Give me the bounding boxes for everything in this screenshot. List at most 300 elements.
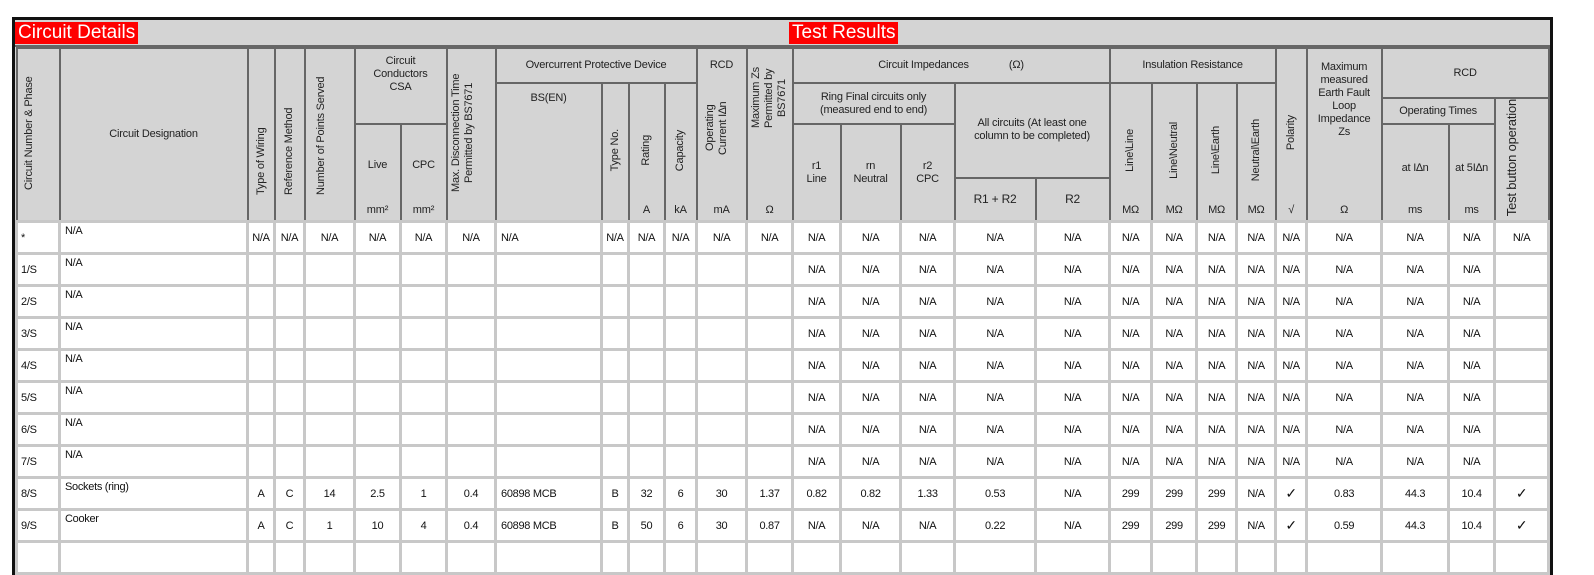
- table-cell[interactable]: N/A: [901, 254, 955, 286]
- table-cell[interactable]: N/A: [901, 286, 955, 318]
- designation-cell[interactable]: [60, 542, 248, 574]
- designation-cell[interactable]: N/A: [60, 318, 248, 350]
- table-cell[interactable]: [305, 350, 355, 382]
- table-cell[interactable]: [955, 542, 1036, 574]
- table-cell[interactable]: [747, 542, 793, 574]
- table-cell[interactable]: N/A: [955, 382, 1036, 414]
- table-cell[interactable]: N/A: [1382, 350, 1449, 382]
- table-cell[interactable]: 299: [1197, 478, 1237, 510]
- table-cell[interactable]: N/A: [1036, 222, 1110, 254]
- table-cell[interactable]: N/A: [1382, 382, 1449, 414]
- table-cell[interactable]: [248, 382, 275, 414]
- table-cell[interactable]: [602, 446, 629, 478]
- table-cell[interactable]: N/A: [447, 222, 496, 254]
- designation-cell[interactable]: Sockets (ring): [60, 478, 248, 510]
- table-cell[interactable]: 2.5: [355, 478, 401, 510]
- table-cell[interactable]: [1495, 318, 1549, 350]
- table-cell[interactable]: N/A: [1307, 286, 1382, 318]
- table-cell[interactable]: N/A: [841, 318, 901, 350]
- table-cell[interactable]: N/A: [1276, 414, 1307, 446]
- table-cell[interactable]: [629, 318, 665, 350]
- table-cell[interactable]: N/A: [1110, 254, 1152, 286]
- table-cell[interactable]: N/A: [955, 414, 1036, 446]
- table-cell[interactable]: [401, 254, 447, 286]
- table-cell[interactable]: [305, 382, 355, 414]
- table-cell[interactable]: ✓: [1276, 478, 1307, 510]
- table-cell[interactable]: N/A: [1449, 286, 1495, 318]
- table-cell[interactable]: [697, 254, 747, 286]
- table-cell[interactable]: [496, 318, 602, 350]
- table-cell[interactable]: [355, 254, 401, 286]
- table-cell[interactable]: [697, 318, 747, 350]
- table-cell[interactable]: N/A: [275, 222, 305, 254]
- table-cell[interactable]: [275, 286, 305, 318]
- table-cell[interactable]: N/A: [1036, 382, 1110, 414]
- table-cell[interactable]: [747, 382, 793, 414]
- table-cell[interactable]: N/A: [1197, 382, 1237, 414]
- table-cell[interactable]: N/A: [793, 350, 841, 382]
- table-cell[interactable]: [401, 350, 447, 382]
- table-cell[interactable]: [447, 446, 496, 478]
- table-cell[interactable]: N/A: [1237, 382, 1276, 414]
- table-cell[interactable]: [355, 542, 401, 574]
- table-cell[interactable]: N/A: [1276, 286, 1307, 318]
- table-cell[interactable]: N/A: [1307, 318, 1382, 350]
- table-cell[interactable]: [275, 350, 305, 382]
- circuit-number-cell[interactable]: 2/S: [17, 286, 60, 318]
- table-cell[interactable]: [401, 318, 447, 350]
- table-cell[interactable]: [665, 318, 697, 350]
- table-cell[interactable]: N/A: [1110, 446, 1152, 478]
- table-cell[interactable]: N/A: [1276, 446, 1307, 478]
- table-cell[interactable]: [1449, 542, 1495, 574]
- table-cell[interactable]: [248, 318, 275, 350]
- table-cell[interactable]: [1307, 542, 1382, 574]
- table-cell[interactable]: 30: [697, 478, 747, 510]
- table-cell[interactable]: 60898 MCB: [496, 478, 602, 510]
- table-cell[interactable]: [401, 414, 447, 446]
- table-cell[interactable]: [602, 382, 629, 414]
- circuit-number-cell[interactable]: 3/S: [17, 318, 60, 350]
- table-cell[interactable]: C: [275, 478, 305, 510]
- table-cell[interactable]: [305, 446, 355, 478]
- table-cell[interactable]: C: [275, 510, 305, 542]
- table-cell[interactable]: N/A: [1276, 350, 1307, 382]
- table-cell[interactable]: N/A: [901, 510, 955, 542]
- table-cell[interactable]: N/A: [401, 222, 447, 254]
- table-cell[interactable]: [747, 318, 793, 350]
- table-cell[interactable]: [401, 286, 447, 318]
- table-cell[interactable]: 299: [1152, 478, 1197, 510]
- table-cell[interactable]: N/A: [1307, 254, 1382, 286]
- table-cell[interactable]: N/A: [1307, 382, 1382, 414]
- table-cell[interactable]: N/A: [1197, 222, 1237, 254]
- table-cell[interactable]: [275, 254, 305, 286]
- table-cell[interactable]: N/A: [1036, 286, 1110, 318]
- table-cell[interactable]: N/A: [955, 222, 1036, 254]
- table-cell[interactable]: [355, 382, 401, 414]
- table-cell[interactable]: N/A: [1237, 446, 1276, 478]
- table-cell[interactable]: 6: [665, 478, 697, 510]
- table-cell[interactable]: [447, 254, 496, 286]
- table-cell[interactable]: N/A: [1449, 254, 1495, 286]
- table-cell[interactable]: [447, 414, 496, 446]
- table-cell[interactable]: N/A: [793, 510, 841, 542]
- table-cell[interactable]: N/A: [1036, 350, 1110, 382]
- table-cell[interactable]: [629, 286, 665, 318]
- table-cell[interactable]: [602, 254, 629, 286]
- table-cell[interactable]: [665, 446, 697, 478]
- table-cell[interactable]: 299: [1110, 510, 1152, 542]
- table-cell[interactable]: N/A: [1449, 222, 1495, 254]
- table-cell[interactable]: [697, 286, 747, 318]
- table-cell[interactable]: [248, 542, 275, 574]
- table-cell[interactable]: N/A: [841, 254, 901, 286]
- table-cell[interactable]: [901, 542, 955, 574]
- table-cell[interactable]: [629, 350, 665, 382]
- table-cell[interactable]: [1495, 542, 1549, 574]
- table-cell[interactable]: N/A: [1382, 414, 1449, 446]
- table-cell[interactable]: 0.87: [747, 510, 793, 542]
- table-cell[interactable]: N/A: [901, 318, 955, 350]
- table-cell[interactable]: 0.82: [793, 478, 841, 510]
- table-cell[interactable]: 1.37: [747, 478, 793, 510]
- circuit-number-cell[interactable]: 7/S: [17, 446, 60, 478]
- table-cell[interactable]: [496, 414, 602, 446]
- table-cell[interactable]: [275, 318, 305, 350]
- table-cell[interactable]: [793, 542, 841, 574]
- table-cell[interactable]: N/A: [841, 286, 901, 318]
- table-cell[interactable]: 10.4: [1449, 478, 1495, 510]
- designation-cell[interactable]: N/A: [60, 446, 248, 478]
- table-cell[interactable]: N/A: [1237, 510, 1276, 542]
- circuit-number-cell[interactable]: *: [17, 222, 60, 254]
- table-cell[interactable]: [747, 350, 793, 382]
- table-cell[interactable]: N/A: [1152, 254, 1197, 286]
- table-cell[interactable]: N/A: [1382, 446, 1449, 478]
- table-cell[interactable]: N/A: [1152, 286, 1197, 318]
- table-cell[interactable]: [401, 542, 447, 574]
- table-cell[interactable]: N/A: [1449, 414, 1495, 446]
- table-cell[interactable]: [1495, 286, 1549, 318]
- table-cell[interactable]: N/A: [355, 222, 401, 254]
- table-cell[interactable]: [1036, 542, 1110, 574]
- table-cell[interactable]: N/A: [793, 382, 841, 414]
- table-cell[interactable]: N/A: [1152, 350, 1197, 382]
- table-cell[interactable]: [275, 542, 305, 574]
- table-cell[interactable]: [248, 414, 275, 446]
- table-cell[interactable]: [275, 414, 305, 446]
- table-cell[interactable]: [248, 350, 275, 382]
- table-cell[interactable]: N/A: [1237, 254, 1276, 286]
- designation-cell[interactable]: N/A: [60, 222, 248, 254]
- table-cell[interactable]: N/A: [1110, 382, 1152, 414]
- table-cell[interactable]: N/A: [665, 222, 697, 254]
- table-cell[interactable]: [496, 446, 602, 478]
- table-cell[interactable]: [747, 286, 793, 318]
- table-cell[interactable]: N/A: [1382, 222, 1449, 254]
- table-cell[interactable]: N/A: [629, 222, 665, 254]
- table-cell[interactable]: [1495, 350, 1549, 382]
- table-cell[interactable]: [629, 254, 665, 286]
- table-cell[interactable]: N/A: [1152, 318, 1197, 350]
- table-cell[interactable]: N/A: [1110, 350, 1152, 382]
- designation-cell[interactable]: N/A: [60, 382, 248, 414]
- table-cell[interactable]: B: [602, 510, 629, 542]
- table-cell[interactable]: 10: [355, 510, 401, 542]
- table-cell[interactable]: A: [248, 510, 275, 542]
- table-cell[interactable]: [697, 446, 747, 478]
- table-cell[interactable]: N/A: [1449, 318, 1495, 350]
- table-cell[interactable]: N/A: [1036, 446, 1110, 478]
- table-cell[interactable]: [1495, 414, 1549, 446]
- table-cell[interactable]: [496, 254, 602, 286]
- table-cell[interactable]: N/A: [1197, 446, 1237, 478]
- table-cell[interactable]: 4: [401, 510, 447, 542]
- table-cell[interactable]: N/A: [1036, 478, 1110, 510]
- table-cell[interactable]: [355, 318, 401, 350]
- table-cell[interactable]: N/A: [1237, 222, 1276, 254]
- table-cell[interactable]: N/A: [1237, 350, 1276, 382]
- table-cell[interactable]: N/A: [841, 446, 901, 478]
- designation-cell[interactable]: Cooker: [60, 510, 248, 542]
- circuit-number-cell[interactable]: 6/S: [17, 414, 60, 446]
- table-cell[interactable]: N/A: [1197, 318, 1237, 350]
- table-cell[interactable]: N/A: [955, 254, 1036, 286]
- table-cell[interactable]: N/A: [1307, 446, 1382, 478]
- table-cell[interactable]: [665, 350, 697, 382]
- table-cell[interactable]: [401, 382, 447, 414]
- table-cell[interactable]: N/A: [901, 382, 955, 414]
- table-cell[interactable]: [1152, 542, 1197, 574]
- table-cell[interactable]: [697, 542, 747, 574]
- table-cell[interactable]: [629, 382, 665, 414]
- table-cell[interactable]: 299: [1152, 510, 1197, 542]
- table-cell[interactable]: 299: [1110, 478, 1152, 510]
- table-cell[interactable]: [496, 286, 602, 318]
- table-cell[interactable]: N/A: [1382, 286, 1449, 318]
- table-cell[interactable]: [355, 446, 401, 478]
- table-cell[interactable]: N/A: [901, 222, 955, 254]
- table-cell[interactable]: [275, 382, 305, 414]
- table-cell[interactable]: [602, 350, 629, 382]
- table-cell[interactable]: [1495, 446, 1549, 478]
- circuit-number-cell[interactable]: 9/S: [17, 510, 60, 542]
- table-cell[interactable]: N/A: [1110, 222, 1152, 254]
- table-cell[interactable]: N/A: [901, 350, 955, 382]
- table-cell[interactable]: [602, 542, 629, 574]
- table-cell[interactable]: N/A: [1237, 414, 1276, 446]
- table-cell[interactable]: N/A: [1495, 222, 1549, 254]
- table-cell[interactable]: N/A: [793, 414, 841, 446]
- table-cell[interactable]: [697, 414, 747, 446]
- table-cell[interactable]: 0.83: [1307, 478, 1382, 510]
- table-cell[interactable]: N/A: [1152, 222, 1197, 254]
- designation-cell[interactable]: N/A: [60, 414, 248, 446]
- table-cell[interactable]: [248, 286, 275, 318]
- table-cell[interactable]: 1: [401, 478, 447, 510]
- table-cell[interactable]: [665, 382, 697, 414]
- table-cell[interactable]: [1237, 542, 1276, 574]
- circuit-number-cell[interactable]: 1/S: [17, 254, 60, 286]
- table-cell[interactable]: N/A: [793, 446, 841, 478]
- table-cell[interactable]: [1276, 542, 1307, 574]
- table-cell[interactable]: N/A: [1197, 286, 1237, 318]
- table-cell[interactable]: N/A: [1237, 478, 1276, 510]
- circuit-number-cell[interactable]: 5/S: [17, 382, 60, 414]
- table-cell[interactable]: [275, 446, 305, 478]
- table-cell[interactable]: [665, 254, 697, 286]
- table-cell[interactable]: 44.3: [1382, 478, 1449, 510]
- table-cell[interactable]: 0.82: [841, 478, 901, 510]
- table-cell[interactable]: [496, 542, 602, 574]
- table-cell[interactable]: 0.4: [447, 510, 496, 542]
- table-cell[interactable]: N/A: [496, 222, 602, 254]
- table-cell[interactable]: [447, 350, 496, 382]
- table-cell[interactable]: N/A: [1307, 222, 1382, 254]
- table-cell[interactable]: N/A: [248, 222, 275, 254]
- table-cell[interactable]: 10.4: [1449, 510, 1495, 542]
- table-cell[interactable]: N/A: [955, 446, 1036, 478]
- table-cell[interactable]: N/A: [793, 254, 841, 286]
- table-cell[interactable]: 50: [629, 510, 665, 542]
- table-cell[interactable]: N/A: [1152, 382, 1197, 414]
- table-cell[interactable]: N/A: [1110, 414, 1152, 446]
- table-cell[interactable]: [355, 286, 401, 318]
- table-cell[interactable]: N/A: [1110, 318, 1152, 350]
- table-cell[interactable]: N/A: [955, 286, 1036, 318]
- table-cell[interactable]: [629, 446, 665, 478]
- table-cell[interactable]: N/A: [1152, 446, 1197, 478]
- table-cell[interactable]: N/A: [1036, 318, 1110, 350]
- table-cell[interactable]: [305, 414, 355, 446]
- table-cell[interactable]: ✓: [1276, 510, 1307, 542]
- table-cell[interactable]: N/A: [901, 414, 955, 446]
- table-cell[interactable]: N/A: [1276, 318, 1307, 350]
- table-cell[interactable]: [305, 542, 355, 574]
- table-cell[interactable]: N/A: [1307, 414, 1382, 446]
- table-cell[interactable]: [355, 414, 401, 446]
- table-cell[interactable]: [602, 318, 629, 350]
- table-cell[interactable]: N/A: [1197, 254, 1237, 286]
- table-cell[interactable]: N/A: [1237, 318, 1276, 350]
- table-cell[interactable]: [1110, 542, 1152, 574]
- table-cell[interactable]: N/A: [841, 414, 901, 446]
- table-cell[interactable]: [447, 286, 496, 318]
- circuit-number-cell[interactable]: 8/S: [17, 478, 60, 510]
- table-cell[interactable]: 60898 MCB: [496, 510, 602, 542]
- table-cell[interactable]: 0.53: [955, 478, 1036, 510]
- designation-cell[interactable]: N/A: [60, 254, 248, 286]
- table-cell[interactable]: N/A: [793, 318, 841, 350]
- table-cell[interactable]: N/A: [1152, 414, 1197, 446]
- table-cell[interactable]: N/A: [1110, 286, 1152, 318]
- table-cell[interactable]: N/A: [747, 222, 793, 254]
- table-cell[interactable]: N/A: [1036, 254, 1110, 286]
- table-cell[interactable]: [629, 542, 665, 574]
- table-cell[interactable]: 299: [1197, 510, 1237, 542]
- table-cell[interactable]: [447, 542, 496, 574]
- table-cell[interactable]: [1495, 382, 1549, 414]
- table-cell[interactable]: [1495, 254, 1549, 286]
- table-cell[interactable]: [747, 446, 793, 478]
- table-cell[interactable]: N/A: [955, 350, 1036, 382]
- table-cell[interactable]: [629, 414, 665, 446]
- table-cell[interactable]: N/A: [1382, 254, 1449, 286]
- table-cell[interactable]: N/A: [1449, 350, 1495, 382]
- table-cell[interactable]: [665, 414, 697, 446]
- table-cell[interactable]: 0.59: [1307, 510, 1382, 542]
- table-cell[interactable]: N/A: [1237, 286, 1276, 318]
- table-cell[interactable]: [665, 542, 697, 574]
- table-cell[interactable]: 0.22: [955, 510, 1036, 542]
- table-cell[interactable]: 44.3: [1382, 510, 1449, 542]
- table-cell[interactable]: [305, 254, 355, 286]
- table-cell[interactable]: [697, 350, 747, 382]
- table-cell[interactable]: [248, 254, 275, 286]
- table-cell[interactable]: N/A: [793, 222, 841, 254]
- table-cell[interactable]: [355, 350, 401, 382]
- table-cell[interactable]: [665, 286, 697, 318]
- table-cell[interactable]: N/A: [305, 222, 355, 254]
- circuit-number-cell[interactable]: 4/S: [17, 350, 60, 382]
- table-cell[interactable]: N/A: [1276, 222, 1307, 254]
- table-cell[interactable]: N/A: [1197, 350, 1237, 382]
- table-cell[interactable]: [401, 446, 447, 478]
- designation-cell[interactable]: N/A: [60, 286, 248, 318]
- table-cell[interactable]: N/A: [841, 382, 901, 414]
- table-cell[interactable]: [697, 382, 747, 414]
- table-cell[interactable]: N/A: [1197, 414, 1237, 446]
- table-cell[interactable]: 1: [305, 510, 355, 542]
- table-cell[interactable]: [248, 446, 275, 478]
- table-cell[interactable]: [1382, 542, 1449, 574]
- table-cell[interactable]: 1.33: [901, 478, 955, 510]
- table-cell[interactable]: [447, 318, 496, 350]
- circuit-number-cell[interactable]: [17, 542, 60, 574]
- table-cell[interactable]: [747, 254, 793, 286]
- table-cell[interactable]: N/A: [841, 350, 901, 382]
- table-cell[interactable]: [602, 286, 629, 318]
- table-cell[interactable]: N/A: [697, 222, 747, 254]
- table-cell[interactable]: 32: [629, 478, 665, 510]
- table-cell[interactable]: A: [248, 478, 275, 510]
- table-cell[interactable]: N/A: [1276, 382, 1307, 414]
- designation-cell[interactable]: N/A: [60, 350, 248, 382]
- table-cell[interactable]: ✓: [1495, 478, 1549, 510]
- table-cell[interactable]: N/A: [1036, 510, 1110, 542]
- table-cell[interactable]: 0.4: [447, 478, 496, 510]
- table-cell[interactable]: [496, 350, 602, 382]
- table-cell[interactable]: 14: [305, 478, 355, 510]
- table-cell[interactable]: 30: [697, 510, 747, 542]
- table-cell[interactable]: N/A: [1307, 350, 1382, 382]
- table-cell[interactable]: N/A: [841, 222, 901, 254]
- table-cell[interactable]: 6: [665, 510, 697, 542]
- table-cell[interactable]: N/A: [955, 318, 1036, 350]
- table-cell[interactable]: N/A: [602, 222, 629, 254]
- table-cell[interactable]: N/A: [1449, 382, 1495, 414]
- table-cell[interactable]: [747, 414, 793, 446]
- table-cell[interactable]: N/A: [901, 446, 955, 478]
- table-cell[interactable]: N/A: [1382, 318, 1449, 350]
- table-cell[interactable]: [305, 318, 355, 350]
- table-cell[interactable]: N/A: [793, 286, 841, 318]
- table-cell[interactable]: [496, 382, 602, 414]
- table-cell[interactable]: N/A: [1036, 414, 1110, 446]
- table-cell[interactable]: [1197, 542, 1237, 574]
- table-cell[interactable]: [841, 542, 901, 574]
